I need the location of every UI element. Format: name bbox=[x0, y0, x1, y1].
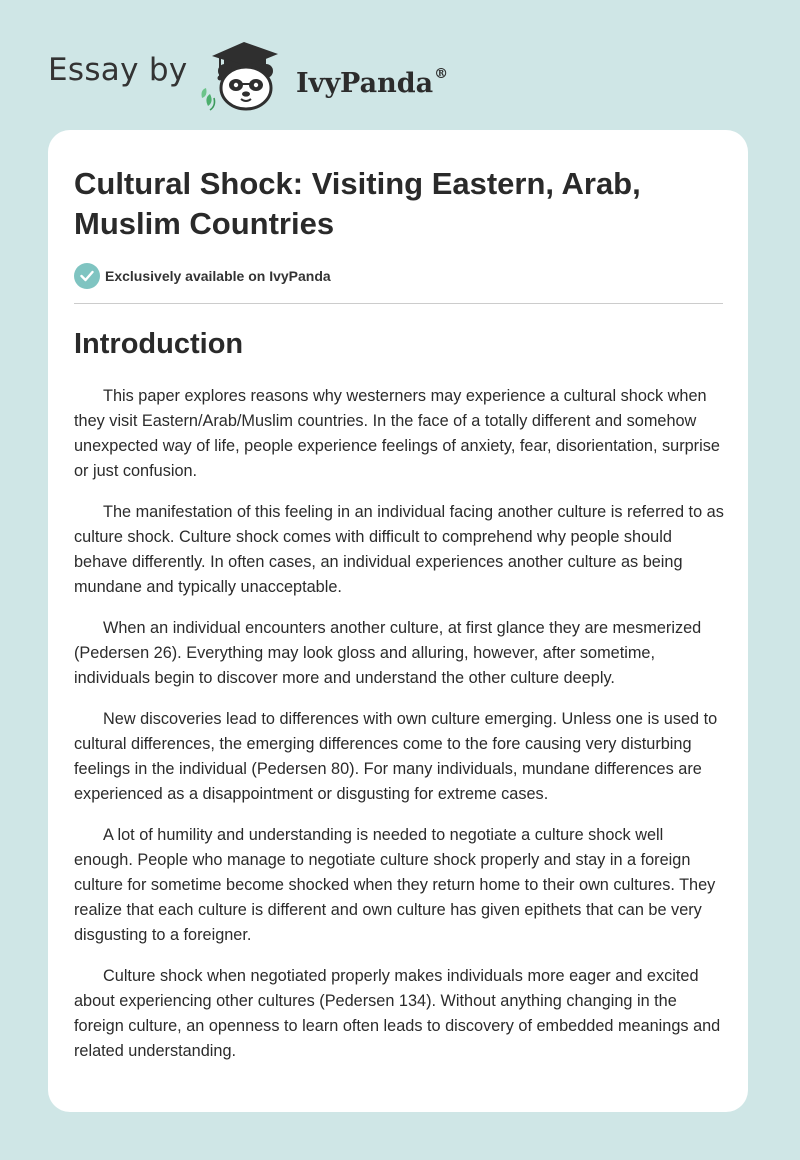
paragraph: The manifestation of this feeling in an individual facing another culture is referred to as culture shock. Culture shock comes with difficult to comprehend why people should behave differently. In often cases, an individual experiences another culture as being mundane and typically unacceptable. bbox=[74, 503, 724, 596]
paragraph: This paper explores reasons why westerners may experience a cultural shock when they visit Eastern/Arab/Muslim countries. In the face of a totally different and somehow unexpected way of life, people experience feelings of anxiety, fear, disorientation, surprise or just confusion. bbox=[74, 387, 720, 480]
brand-name[interactable] bbox=[296, 54, 448, 104]
site-header bbox=[0, 0, 800, 130]
section-heading-introduction: Introduction bbox=[74, 328, 244, 360]
divider bbox=[74, 303, 723, 304]
panda-logo-icon[interactable] bbox=[198, 36, 294, 112]
essay-title: Cultural Shock: Visiting Eastern, Arab, Muslim Countries bbox=[74, 166, 641, 241]
registered-mark: ® bbox=[434, 66, 449, 82]
brand-text: IvyPanda bbox=[296, 68, 434, 99]
paragraph: When an individual encounters another culture, at first glance they are mesmerized (Pedersen 26). Everything may look gloss and alluring, however, after sometime, individuals begin to discover more and understand the other culture deeply. bbox=[74, 619, 702, 687]
paragraph: Culture shock when negotiated properly makes individuals more eager and excited about experiencing other cultures (Pedersen 134). Without anything changing in the foreign culture, an openness to learn often leads to discovery of embedded meanings and related understanding. bbox=[74, 967, 721, 1060]
essay-body bbox=[74, 384, 726, 1080]
essay-card bbox=[48, 130, 748, 1112]
paragraph: A lot of humility and understanding is needed to negotiate a culture shock well enough. People who manage to negotiate culture shock properly and stay in a foreign culture for sometime become shocked when they return home to their own cultures. They realize that each culture is different and own culture has given epithets that can be very disgusting to a foreigner. bbox=[74, 826, 716, 944]
paragraph: New discoveries lead to differences with own culture emerging. Unless one is used to cultural differences, the emerging differences come to the fore causing very disturbing feelings in the individual (Pedersen 80). For many individuals, mundane differences are experienced as a disappointment or disgusting for extreme cases. bbox=[74, 710, 718, 803]
check-circle-icon bbox=[74, 263, 100, 289]
exclusive-badge bbox=[74, 263, 331, 289]
essay-by-label: Essay by bbox=[48, 52, 188, 88]
exclusive-label: Exclusively available on IvyPanda bbox=[105, 268, 331, 284]
